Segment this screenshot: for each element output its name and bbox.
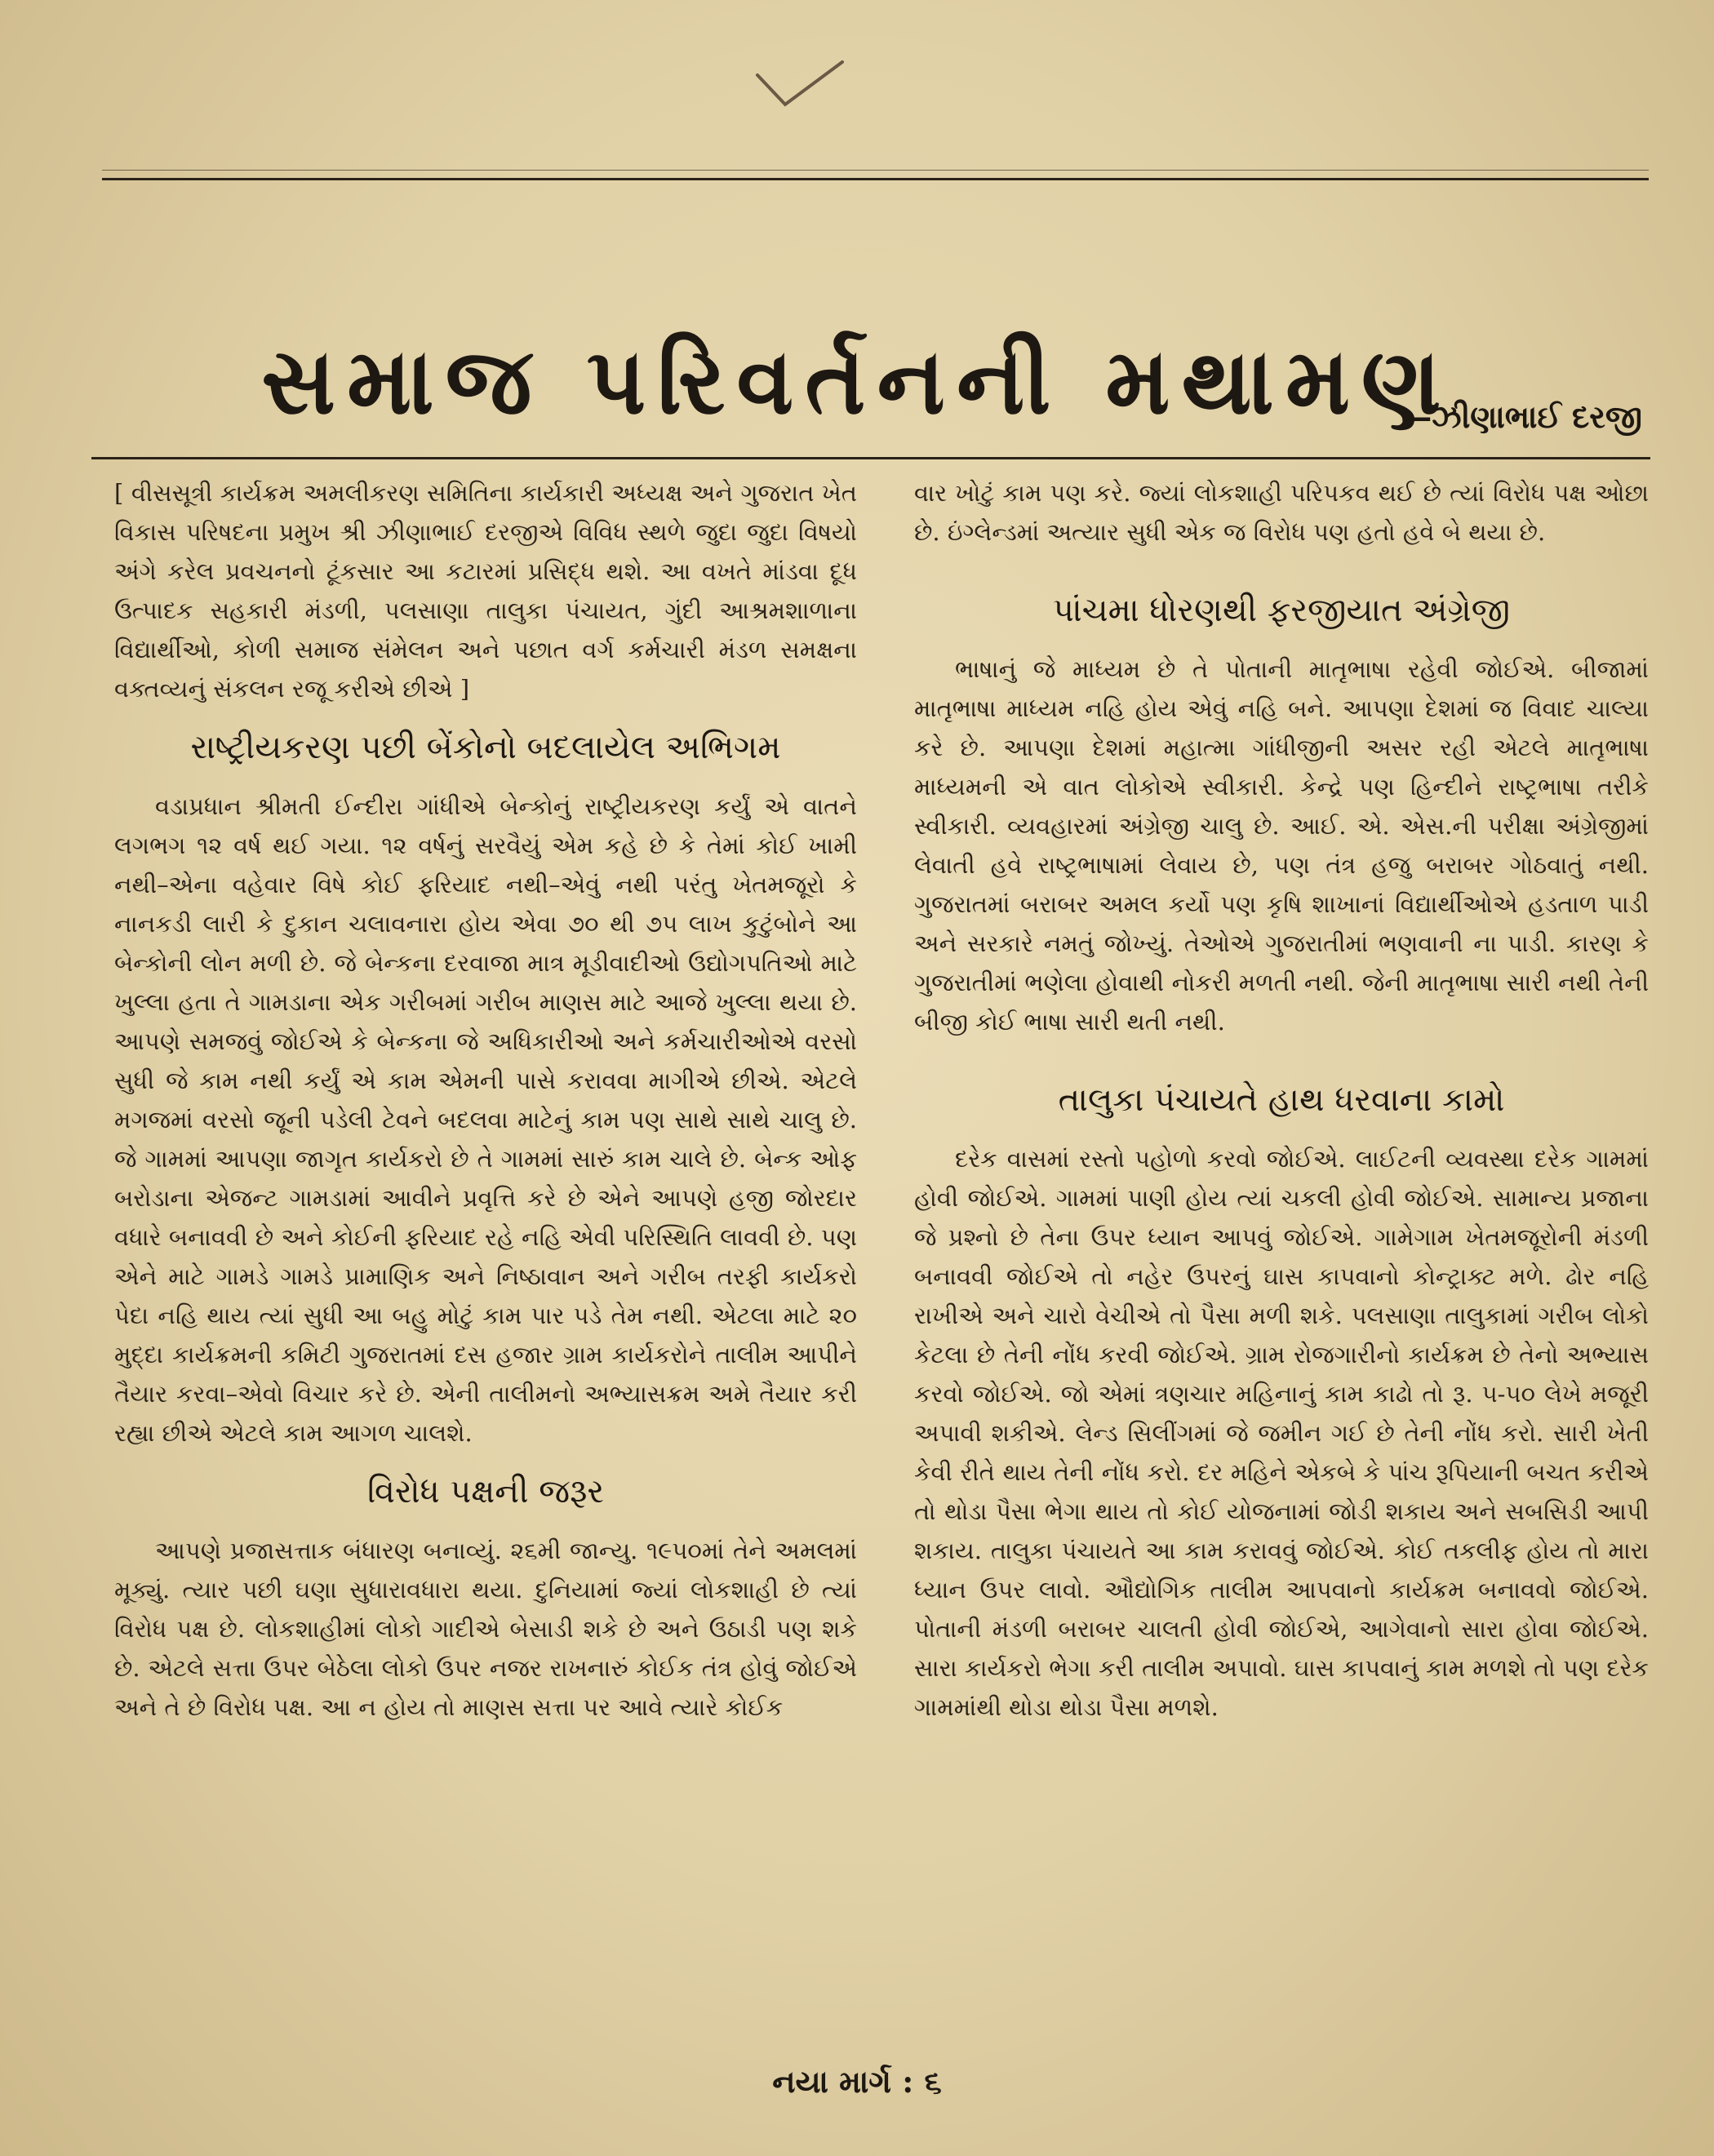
title-divider-rule (91, 457, 1650, 459)
left-column (114, 473, 857, 1727)
handwritten-tick-mark (751, 57, 849, 114)
paragraph-opposition-party: આપણે પ્રજાસત્તાક બંધારણ બનાવ્યું. ૨૬મી જાન્યુ. ૧૯૫૦માં તેને અમલમાં મૂક્યું. ત્યાર પછી ઘણા સુધારાવધારા થયા. દુનિયામાં જ્યાં લોકશાહી છે ત્યાં વિરોધ પક્ષ છે. લોકશાહીમાં લોકો ગાદીએ બેસાડી શકે છે અને ઉઠાડી પણ શકે છે. એટલે સત્તા ઉપર બેઠેલા લોકો ઉપર નજર રાખનારું કોઈક તંત્ર હોવું જોઈએ અને તે છે વિરોધ પક્ષ. આ ન હોય તો માણસ સત્તા પર આવે ત્યારે કોઈક (114, 1537, 857, 1721)
paragraph-bank-nationalisation: વડાપ્રધાન શ્રીમતી ઈન્દીરા ગાંધીએ બેન્કોનું રાષ્ટ્રીયકરણ કર્યું એ વાતને લગભગ ૧૨ વર્ષ થઈ ગયા. ૧૨ વર્ષનું સરવૈયું એમ કહે છે કે તેમાં કોઈ ખામી નથી–એના વહેવાર વિષે કોઈ ફરિયાદ નથી–એવું નથી પરંતુ ખેતમજૂરો કે નાનકડી લારી કે દુકાન ચલાવનારા હોય એવા ૭૦ થી ૭૫ લાખ કુટુંબોને આ બેન્કોની લોન મળી છે. જે બેન્કના દરવાજા માત્ર મૂડીવાદીઓ ઉદ્યોગપતિઓ માટે ખુલ્લા હતા તે ગામડાના એક ગરીબમાં ગરીબ માણસ માટે આજે ખુલ્લા થયા છે. આપણે સમજવું જોઈએ કે બેન્કના જે અધિકારીઓ અને કર્મચારીઓએ વરસો સુધી જે કામ નથી કર્યું એ કામ એમની પાસે કરાવવા માગીએ છીએ. એટલે મગજમાં વરસો જૂની પડેલી ટેવને બદલવા માટેનું કામ પણ સાથે સાથે ચાલુ છે. જે ગામમાં આપણા જાગૃત કાર્યકરો છે તે ગામમાં સારું કામ ચાલે છે. બેન્ક ઓફ બરોડાના એજન્ટ ગામડામાં આવીને પ્રવૃત્તિ કરે છે એને આપણે હજી જોરદાર વધારે બનાવવી છે અને કોઈની ફરિયાદ રહે નહિ એવી પરિસ્થિતિ લાવવી છે. પણ એને માટે ગામડે ગામડે પ્રામાણિક અને નિષ્ઠાવાન અને ગરીબ તરફી કાર્યકરો પેદા નહિ થાય ત્યાં સુધી આ બહુ મોટું કામ પાર પડે તેમ નથી. એટલા માટે ૨૦ મુદ્દા કાર્યક્રમની કમિટી ગુજરાતમાં દસ હજાર ગ્રામ કાર્યકરોને તાલીમ આપીને તૈયાર કરવા–એવો વિચાર કરે છે. એની તાલીમનો અભ્યાસક્રમ અમે તૈયાર કરી રહ્યા છીએ એટલે કામ આગળ ચાલશે. (114, 792, 857, 1447)
top-rule (102, 178, 1649, 180)
article-title: સમાજ પરિવર્તનની મથામણ (261, 328, 1453, 436)
right-column (914, 473, 1649, 1727)
section-heading-taluka-panchayat-tasks: તાલુકા પંચાયતે હાથ ધરવાના કામો (1058, 1081, 1505, 1119)
paragraph-taluka-panchayat-tasks: દરેક વાસમાં રસ્તો પહોળો કરવો જોઈએ. લાઈટની વ્યવસ્થા દરેક ગામમાં હોવી જોઈએ. ગામમાં પાણી હોય ત્યાં ચકલી હોવી જોઈએ. સામાન્ય પ્રજાના જે પ્રશ્નો છે તેના ઉપર ધ્યાન આપવું જોઈએ. ગામેગામ ખેતમજૂરોની મંડળી બનાવવી જોઈએ તો નહેર ઉપરનું ઘાસ કાપવાનો કોન્ટ્રાક્ટ મળે. ઢોર નહિ રાખીએ અને ચારો વેચીએ તો પૈસા મળી શકે. પલસાણા તાલુકામાં ગરીબ લોકો કેટલા છે તેની નોંધ કરવી જોઈએ. ગ્રામ રોજગારીનો કાર્યક્રમ છે તેનો અભ્યાસ કરવો જોઈએ. જો એમાં ત્રણચાર મહિનાનું કામ કાઢો તો રૂ. ૫-૫૦ લેખે મજૂરી અપાવી શકીએ. લેન્ડ સિલીંગમાં જે જમીન ગઈ છે તેની નોંધ કરો. સારી ખેતી કેવી રીતે થાય તેની નોંધ કરો. દર મહિને એકબે કે પાંચ રૂપિયાની બચત કરીએ તો થોડા પૈસા ભેગા થાય તો કોઈ યોજનામાં જોડી શકાય અને સબસિડી આપી શકાય. તાલુકા પંચાયતે આ કામ કરાવવું જોઈએ. કોઈ તકલીફ હોય તો મારા ધ્યાન ઉપર લાવો. ઔદ્યોગિક તાલીમ આપવાનો કાર્યક્રમ બનાવવો જોઈએ. પોતાની મંડળી બરાબર ચાલતી હોવી જોઈએ, આગેવાનો સારા હોવા જોઈએ. સારા કાર્યકરો ભેગા કરી તાલીમ અપાવો. ઘાસ કાપવાનું કામ મળશે તો પણ દરેક ગામમાંથી થોડા થોડા પૈસા મળશે. (914, 1145, 1649, 1721)
paragraph-opposition-party-continued: વાર ખોટું કામ પણ કરે. જ્યાં લોકશાહી પરિપકવ થઈ છે ત્યાં વિરોધ પક્ષ ઓછા છે. ઇંગ્લેન્ડમાં અત્યાર સુધી એક જ વિરોધ પણ હતો હવે બે થયા છે. (914, 479, 1649, 546)
page-footer: નયા માર્ગ : ૬ (772, 2063, 942, 2100)
paragraph-compulsory-english: ભાષાનું જે માધ્યમ છે તે પોતાની માતૃભાષા રહેવી જોઈએ. બીજામાં માતૃભાષા માધ્યમ નહિ હોય એવું નહિ બને. આપણા દેશમાં જ વિવાદ ચાલ્યા કરે છે. આપણા દેશમાં મહાત્મા ગાંધીજીની અસર રહી એટલે માતૃભાષા માધ્યમની એ વાત લોકોએ સ્વીકારી. કેન્દ્રે પણ હિન્દીને રાષ્ટ્રભાષા તરીકે સ્વીકારી. વ્યવહારમાં અંગ્રેજી ચાલુ છે. આઈ. એ. એસ.ની પરીક્ષા અંગ્રેજીમાં લેવાતી હવે રાષ્ટ્રભાષામાં લેવાય છે, પણ તંત્ર હજુ બરાબર ગોઠવાતું નથી. ગુજરાતમાં બરાબર અમલ કર્યો પણ કૃષિ શાખાનાં વિદ્યાર્થીઓએ હડતાળ પાડી અને સરકારે નમતું જોખ્યું. તેઓએ ગુજરાતીમાં ભણવાની ના પાડી. કારણ કે ગુજરાતીમાં ભણેલા હોવાથી નોકરી મળતી નથી. જેની માતૃભાષા સારી નથી તેની બીજી કોઈ ભાષા સારી થતી નથી. (914, 655, 1649, 1036)
editorial-intro: [ વીસસૂત્રી કાર્યક્રમ અમલીકરણ સમિતિના કાર્યકારી અધ્યક્ષ અને ગુજરાત ખેત વિકાસ પરિષદના પ્રમુખ શ્રી ઝીણાભાઈ દરજીએ વિવિધ સ્થળે જુદા જુદા વિષયો અંગે કરેલ પ્રવચનનો ટૂંકસાર આ કટારમાં પ્રસિદ્ધ થશે. આ વખતે માંડવા દૂધ ઉત્પાદક સહકારી મંડળી, પલસાણા તાલુકા પંચાયત, ગુંદી આશ્રમશાળાના વિદ્યાર્થીઓ, કોળી સમાજ સંમેલન અને પછાત વર્ગ કર્મચારી મંડળ સમક્ષના વક્તવ્યનું સંકલન રજૂ કરીએ છીએ ] (114, 479, 857, 703)
section-heading-opposition-party: વિરોધ પક્ષની જરૂર (366, 1473, 605, 1511)
section-heading-bank-nationalisation: રાષ્ટ્રીયકરણ પછી બેંકોનો બદલાયેલ અભિગમ (190, 729, 781, 766)
section-heading-compulsory-english: પાંચમા ધોરણથી ફરજીયાત અંગ્રેજી (1052, 592, 1511, 629)
author-byline: —ઝીણાભાઈ દરજી (1401, 398, 1642, 435)
top-rule-thin (102, 170, 1649, 171)
